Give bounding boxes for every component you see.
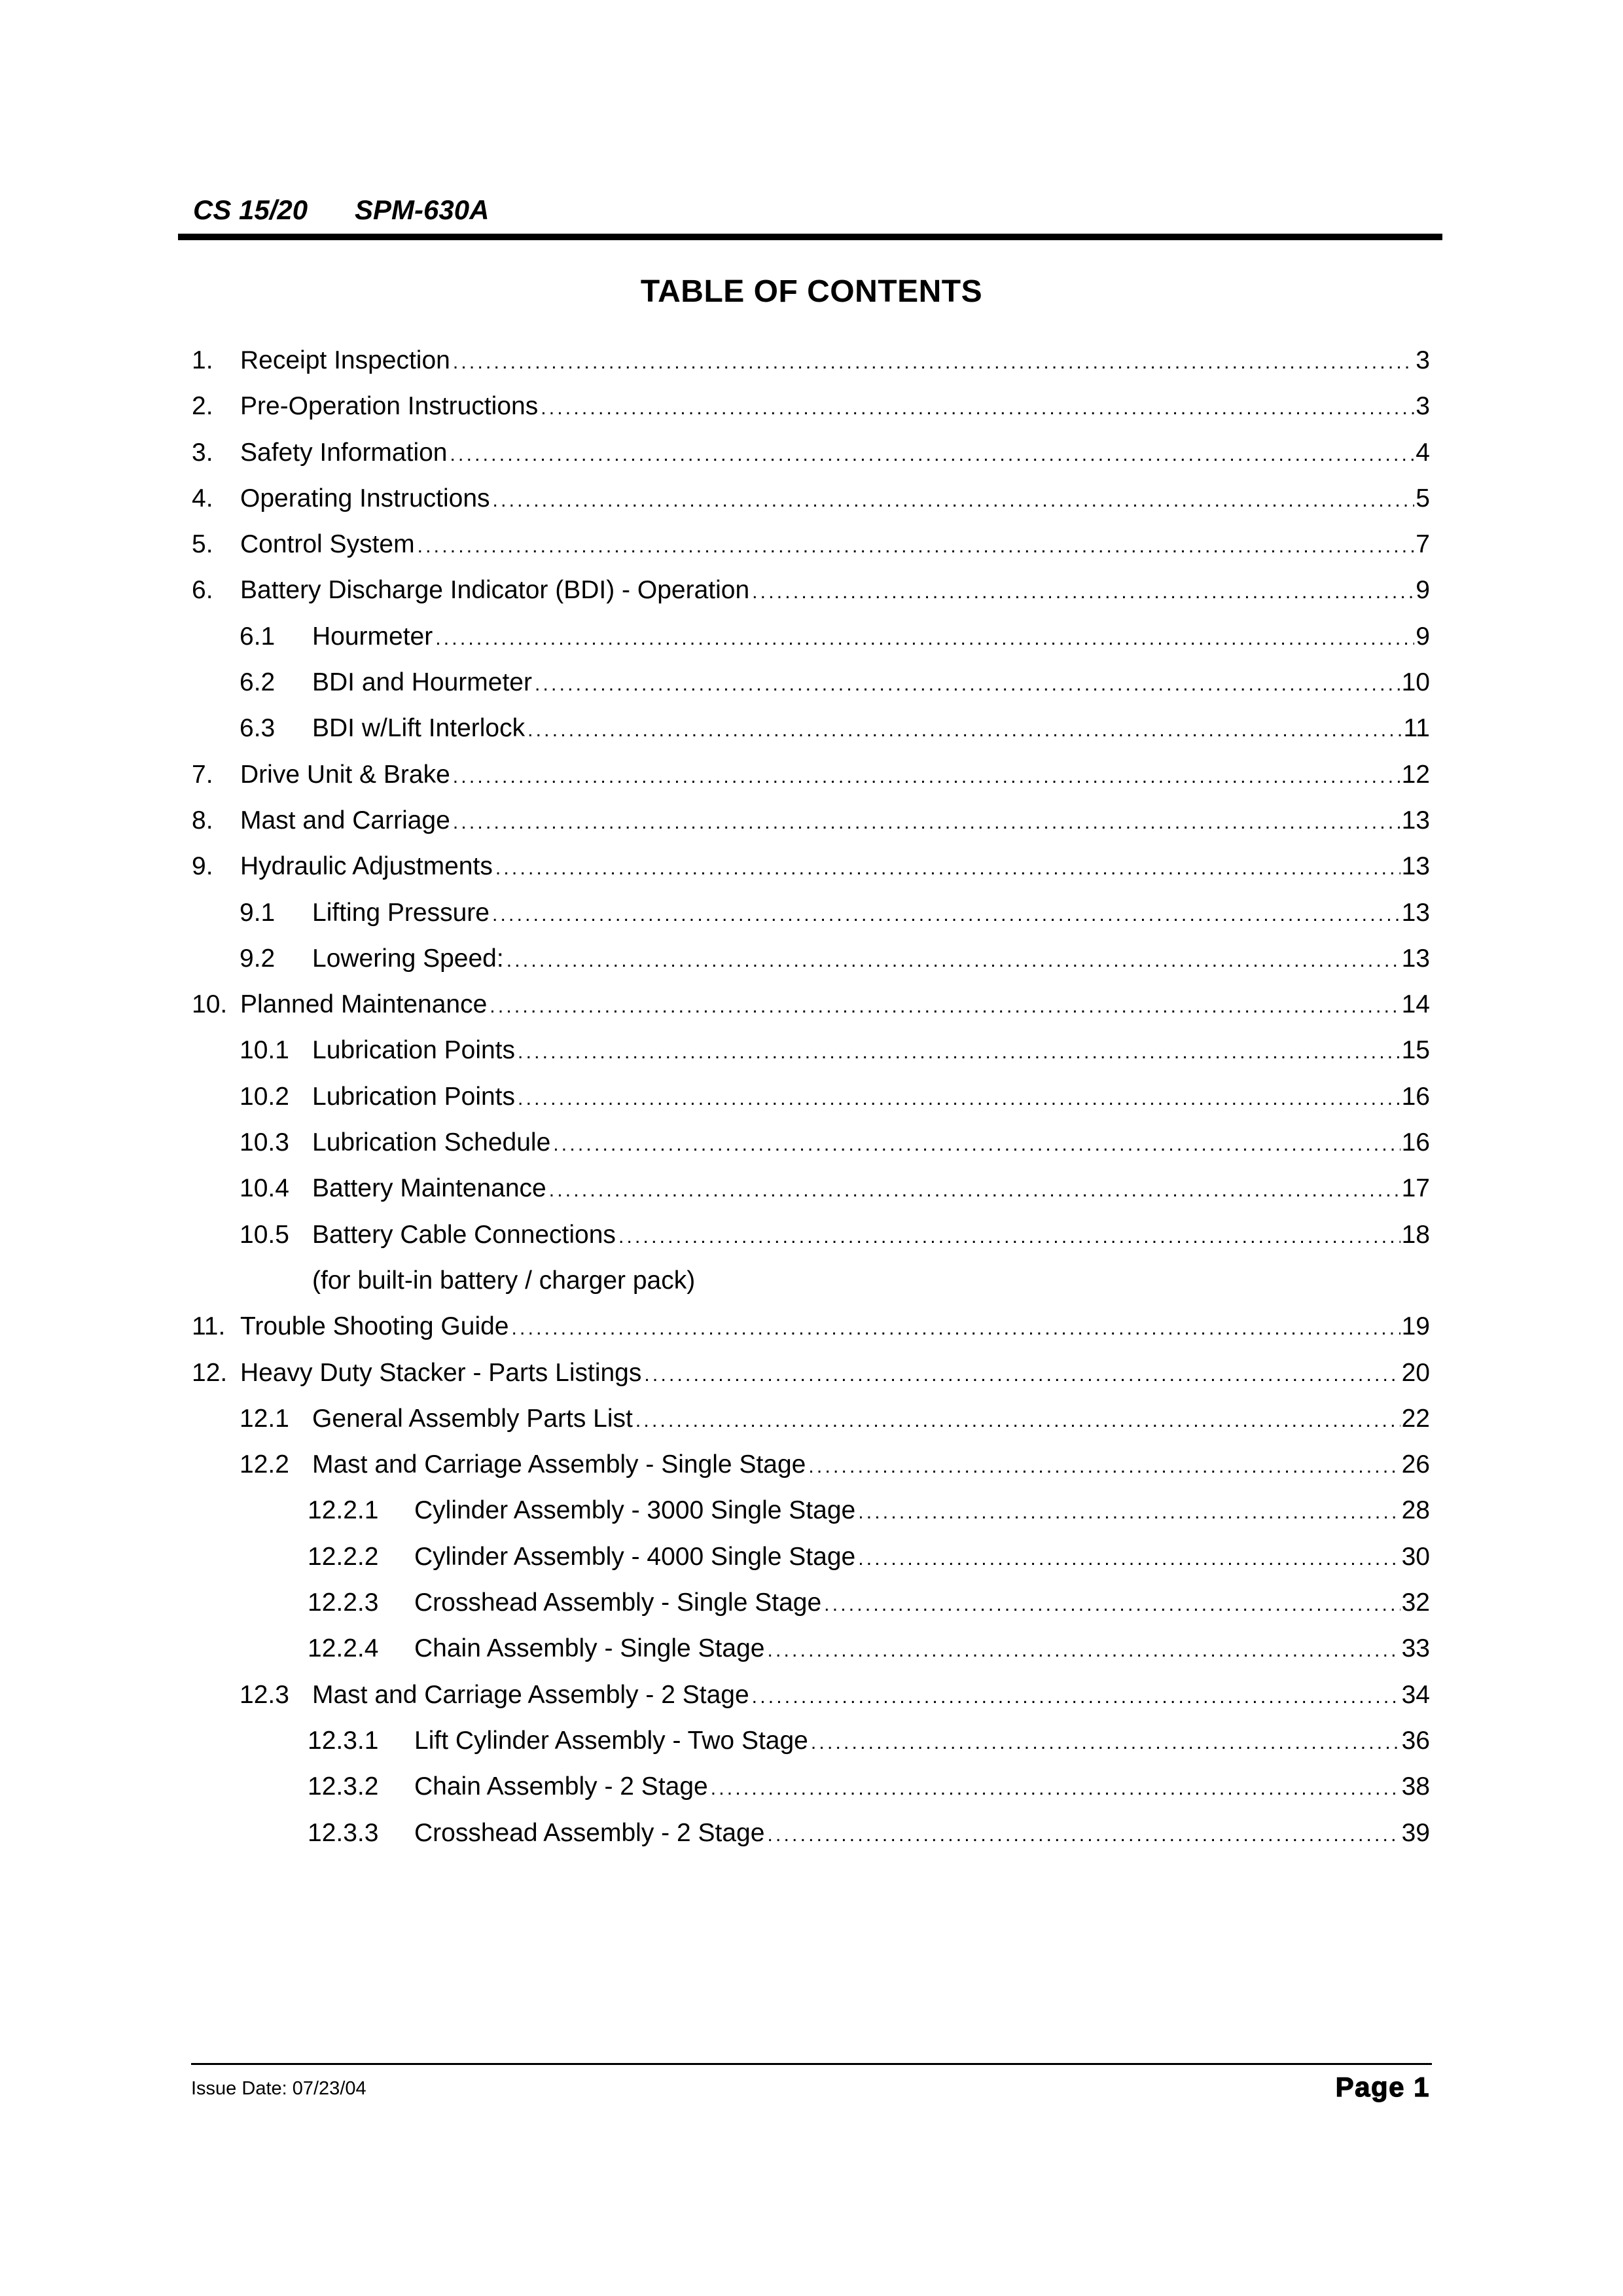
toc-section-number: 9.2 <box>240 944 276 973</box>
toc-entry-link[interactable] <box>414 1542 1430 1574</box>
toc-section-number: 12.3.1 <box>308 1726 379 1755</box>
toc-entry-row[interactable] <box>0 622 1623 668</box>
toc-entry-link[interactable] <box>414 1496 1430 1528</box>
toc-entry-link[interactable] <box>240 760 1430 792</box>
toc-section-number: 3. <box>192 438 213 467</box>
header-model: CS 15/20 <box>193 194 308 225</box>
toc-section-title: Pre-Operation Instructions <box>240 392 539 421</box>
toc-page-number: 13 <box>1401 852 1430 881</box>
toc-section-title: Lubrication Points <box>312 1082 516 1111</box>
toc-section-number: 6.2 <box>240 668 276 697</box>
toc-entry-row[interactable] <box>0 438 1623 484</box>
toc-section-number: 8. <box>192 806 213 834</box>
toc-section-number: 10.2 <box>240 1082 289 1111</box>
toc-page-number: 32 <box>1401 1588 1430 1617</box>
toc-section-number: 10.1 <box>240 1036 289 1065</box>
toc-page-number: 17 <box>1401 1174 1430 1203</box>
toc-entry-link[interactable] <box>240 438 1430 470</box>
toc-page-number: 33 <box>1401 1634 1430 1663</box>
toc-entry-link[interactable] <box>240 575 1430 607</box>
toc-section-title: Mast and Carriage Assembly - Single Stage <box>312 1450 806 1479</box>
toc-entry-row[interactable] <box>0 1404 1623 1450</box>
toc-page-number: 18 <box>1401 1220 1430 1249</box>
toc-dot-leader <box>618 1222 1400 1252</box>
toc-section-title: Battery Discharge Indicator (BDI) - Operation <box>240 576 750 605</box>
toc-dot-leader <box>858 1498 1400 1528</box>
toc-entry-row[interactable] <box>0 1726 1623 1772</box>
toc-page-number: 39 <box>1401 1818 1430 1847</box>
toc-dot-leader <box>453 348 1414 378</box>
toc-section-number: 4. <box>192 484 213 512</box>
toc-entry-link[interactable] <box>312 944 1430 976</box>
toc-entry-link[interactable] <box>240 1358 1430 1390</box>
toc-dot-leader <box>824 1590 1400 1620</box>
toc-page-number: 13 <box>1401 898 1430 927</box>
toc-section-title: Mast and Carriage Assembly - 2 Stage <box>312 1680 749 1709</box>
toc-section-title: Lubrication Schedule <box>312 1128 551 1157</box>
footer-page-number: Page 1 <box>1335 2072 1430 2102</box>
toc-entry-row[interactable] <box>0 668 1623 713</box>
toc-entry-link[interactable] <box>240 1312 1430 1344</box>
toc-entry-row[interactable] <box>0 1312 1623 1357</box>
toc-dot-leader <box>492 900 1400 930</box>
toc-entry-link[interactable] <box>240 990 1430 1022</box>
toc-section-number: 5. <box>192 530 213 559</box>
toc-dot-leader <box>507 946 1400 976</box>
toc-entry-link[interactable] <box>240 391 1430 423</box>
toc-section-title: Receipt Inspection <box>240 346 450 374</box>
header-rule <box>178 234 1442 240</box>
toc-entry-row[interactable] <box>0 760 1623 806</box>
toc-dot-leader <box>512 1314 1400 1344</box>
table-of-contents <box>0 346 1623 1864</box>
toc-entry-row[interactable] <box>0 575 1623 621</box>
toc-page-number: 7 <box>1416 530 1430 559</box>
toc-section-title: Heavy Duty Stacker - Parts Listings <box>240 1358 642 1387</box>
toc-section-number: 10.4 <box>240 1174 289 1203</box>
toc-section-title: Chain Assembly - Single Stage <box>414 1634 765 1663</box>
toc-section-number: 12.3.3 <box>308 1818 379 1847</box>
toc-entry-link[interactable] <box>312 1128 1430 1160</box>
toc-entry-row[interactable] <box>0 391 1623 437</box>
toc-page-number: 16 <box>1401 1082 1430 1111</box>
toc-entry-link[interactable] <box>312 1035 1430 1067</box>
toc-entry-link[interactable] <box>312 1220 1430 1252</box>
toc-section-title: Cylinder Assembly - 3000 Single Stage <box>414 1496 856 1525</box>
toc-entry-row[interactable] <box>0 1588 1623 1634</box>
toc-section-title: Lowering Speed: <box>312 944 504 973</box>
toc-entry-note: (for built-in battery / charger pack) <box>312 1266 696 1295</box>
toc-section-number: 12.2.4 <box>308 1634 379 1663</box>
toc-dot-leader <box>858 1544 1400 1574</box>
toc-dot-leader <box>453 808 1400 838</box>
page-title: TABLE OF CONTENTS <box>640 274 983 309</box>
toc-section-number: 10.5 <box>240 1220 289 1249</box>
toc-dot-leader <box>450 440 1415 470</box>
toc-entry-link[interactable] <box>240 529 1430 562</box>
toc-section-number: 10. <box>192 990 228 1019</box>
toc-dot-leader <box>495 853 1400 884</box>
toc-section-number: 6.1 <box>240 622 276 651</box>
toc-section-number: 12.3.2 <box>308 1772 379 1801</box>
toc-dot-leader <box>435 624 1414 654</box>
toc-dot-leader <box>767 1636 1400 1666</box>
toc-entry-link[interactable] <box>240 484 1430 516</box>
toc-dot-leader <box>808 1452 1400 1482</box>
toc-entry-row[interactable] <box>0 1358 1623 1404</box>
toc-entry-row[interactable] <box>0 529 1623 575</box>
toc-dot-leader <box>541 393 1414 423</box>
toc-page-number: 36 <box>1401 1726 1430 1755</box>
toc-section-number: 12.2.1 <box>308 1496 379 1525</box>
toc-page-number: 38 <box>1401 1772 1430 1801</box>
toc-section-title: Lift Cylinder Assembly - Two Stage <box>414 1726 808 1755</box>
toc-entry-link[interactable] <box>312 898 1430 930</box>
toc-page-number: 4 <box>1416 438 1430 467</box>
toc-page-number: 15 <box>1401 1036 1430 1065</box>
toc-entry-link[interactable] <box>414 1772 1430 1804</box>
toc-entry-link[interactable] <box>414 1634 1430 1666</box>
toc-page-number: 10 <box>1401 668 1430 697</box>
footer-rule <box>191 2063 1432 2065</box>
toc-section-title: Safety Information <box>240 438 448 467</box>
toc-page-number: 3 <box>1416 346 1430 374</box>
toc-dot-leader <box>493 486 1415 516</box>
toc-section-title: Battery Cable Connections <box>312 1220 616 1249</box>
toc-entry-link[interactable] <box>312 668 1430 700</box>
toc-entry-link[interactable] <box>240 852 1430 884</box>
toc-section-number: 12.2.2 <box>308 1542 379 1571</box>
toc-dot-leader <box>453 762 1400 792</box>
toc-page-number: 11 <box>1403 714 1430 743</box>
toc-dot-leader <box>767 1820 1400 1850</box>
toc-page-number: 34 <box>1401 1680 1430 1709</box>
toc-entry-link[interactable] <box>312 1450 1430 1482</box>
toc-entry-row[interactable] <box>0 346 1623 391</box>
toc-page-number: 16 <box>1401 1128 1430 1157</box>
toc-entry-row[interactable] <box>0 806 1623 852</box>
toc-section-title: Lifting Pressure <box>312 898 490 927</box>
toc-page-number: 30 <box>1401 1542 1430 1571</box>
toc-section-title: Mast and Carriage <box>240 806 450 834</box>
toc-dot-leader <box>752 1682 1400 1712</box>
toc-section-title: Operating Instructions <box>240 484 490 512</box>
toc-page-number: 28 <box>1401 1496 1430 1525</box>
toc-section-title: BDI w/Lift Interlock <box>312 714 526 743</box>
toc-page-number: 19 <box>1401 1312 1430 1341</box>
toc-section-title: Lubrication Points <box>312 1036 516 1065</box>
toc-section-title: Trouble Shooting Guide <box>240 1312 509 1341</box>
toc-section-title: Chain Assembly - 2 Stage <box>414 1772 708 1801</box>
toc-section-title: Control System <box>240 530 415 559</box>
toc-entry-row[interactable] <box>0 1450 1623 1496</box>
header-document-code: SPM-630A <box>355 194 490 225</box>
toc-entry-link[interactable] <box>312 1680 1430 1712</box>
toc-entry-link[interactable] <box>312 622 1430 654</box>
toc-section-title: Drive Unit & Brake <box>240 760 450 789</box>
toc-page-number: 20 <box>1401 1358 1430 1387</box>
toc-page-number: 14 <box>1401 990 1430 1019</box>
toc-section-number: 12.2.3 <box>308 1588 379 1617</box>
toc-page-number: 13 <box>1401 806 1430 834</box>
toc-dot-leader <box>644 1360 1400 1390</box>
toc-section-number: 12.1 <box>240 1404 289 1433</box>
toc-entry-link[interactable] <box>240 806 1430 838</box>
toc-section-title: Planned Maintenance <box>240 990 488 1019</box>
toc-entry-row[interactable] <box>0 1818 1623 1864</box>
toc-entry-link[interactable] <box>414 1726 1430 1758</box>
toc-dot-leader <box>635 1406 1400 1436</box>
toc-page-number: 13 <box>1401 944 1430 973</box>
toc-entry-row[interactable] <box>0 1082 1623 1128</box>
toc-entry-row[interactable] <box>0 1220 1623 1266</box>
toc-entry-row[interactable] <box>0 1542 1623 1588</box>
toc-dot-leader <box>752 577 1414 607</box>
toc-section-number: 11. <box>192 1312 226 1341</box>
toc-page-number: 3 <box>1416 392 1430 421</box>
toc-page-number: 5 <box>1416 484 1430 512</box>
toc-section-number: 9. <box>192 852 213 881</box>
toc-section-title: Crosshead Assembly - 2 Stage <box>414 1818 765 1847</box>
toc-note-row <box>0 1266 1623 1312</box>
toc-page-number: 12 <box>1401 760 1430 789</box>
toc-dot-leader <box>490 992 1400 1022</box>
toc-dot-leader <box>811 1728 1400 1758</box>
toc-section-number: 6. <box>192 576 213 605</box>
toc-section-number: 7. <box>192 760 213 789</box>
toc-dot-leader <box>518 1037 1400 1067</box>
toc-entry-row[interactable] <box>0 1174 1623 1219</box>
toc-section-number: 12.2 <box>240 1450 289 1479</box>
toc-section-title: Hydraulic Adjustments <box>240 852 493 881</box>
toc-entry-row[interactable] <box>0 1496 1623 1541</box>
toc-entry-link[interactable] <box>312 713 1430 745</box>
toc-section-number: 9.1 <box>240 898 276 927</box>
toc-dot-leader <box>527 715 1402 745</box>
toc-dot-leader <box>711 1774 1400 1804</box>
toc-entry-row[interactable] <box>0 1128 1623 1174</box>
toc-section-title: BDI and Hourmeter <box>312 668 532 697</box>
toc-dot-leader <box>549 1175 1400 1206</box>
toc-dot-leader <box>518 1084 1400 1114</box>
toc-entry-row[interactable] <box>0 484 1623 529</box>
toc-entry-link[interactable] <box>240 346 1430 378</box>
toc-page-number: 22 <box>1401 1404 1430 1433</box>
toc-entry-link[interactable] <box>312 1404 1430 1436</box>
toc-entry-link[interactable] <box>414 1818 1430 1850</box>
toc-entry-row[interactable] <box>0 1680 1623 1726</box>
toc-entry-row[interactable] <box>0 990 1623 1035</box>
toc-section-number: 6.3 <box>240 714 276 743</box>
toc-entry-row[interactable] <box>0 898 1623 944</box>
toc-page-number: 9 <box>1416 576 1430 605</box>
toc-entry-row[interactable] <box>0 713 1623 759</box>
toc-page-number: 9 <box>1416 622 1430 651</box>
toc-section-title: General Assembly Parts List <box>312 1404 633 1433</box>
toc-entry-link[interactable] <box>312 1082 1430 1114</box>
toc-dot-leader <box>535 670 1400 700</box>
toc-entry-row[interactable] <box>0 1035 1623 1081</box>
toc-entry-row[interactable] <box>0 944 1623 990</box>
toc-section-title: Crosshead Assembly - Single Stage <box>414 1588 822 1617</box>
toc-entry-row[interactable] <box>0 1772 1623 1818</box>
toc-entry-row[interactable] <box>0 852 1623 897</box>
toc-section-number: 10.3 <box>240 1128 289 1157</box>
footer-issue-date: Issue Date: 07/23/04 <box>191 2078 366 2099</box>
toc-dot-leader <box>553 1130 1400 1160</box>
toc-section-number: 2. <box>192 392 213 421</box>
toc-entry-link[interactable] <box>312 1174 1430 1206</box>
toc-entry-link[interactable] <box>414 1588 1430 1620</box>
toc-section-title: Hourmeter <box>312 622 433 651</box>
toc-section-number: 1. <box>192 346 213 374</box>
toc-entry-row[interactable] <box>0 1634 1623 1679</box>
toc-page-number: 26 <box>1401 1450 1430 1479</box>
toc-section-number: 12.3 <box>240 1680 289 1709</box>
toc-section-title: Cylinder Assembly - 4000 Single Stage <box>414 1542 856 1571</box>
toc-section-number: 12. <box>192 1358 228 1387</box>
toc-dot-leader <box>418 531 1415 562</box>
toc-section-title: Battery Maintenance <box>312 1174 546 1203</box>
